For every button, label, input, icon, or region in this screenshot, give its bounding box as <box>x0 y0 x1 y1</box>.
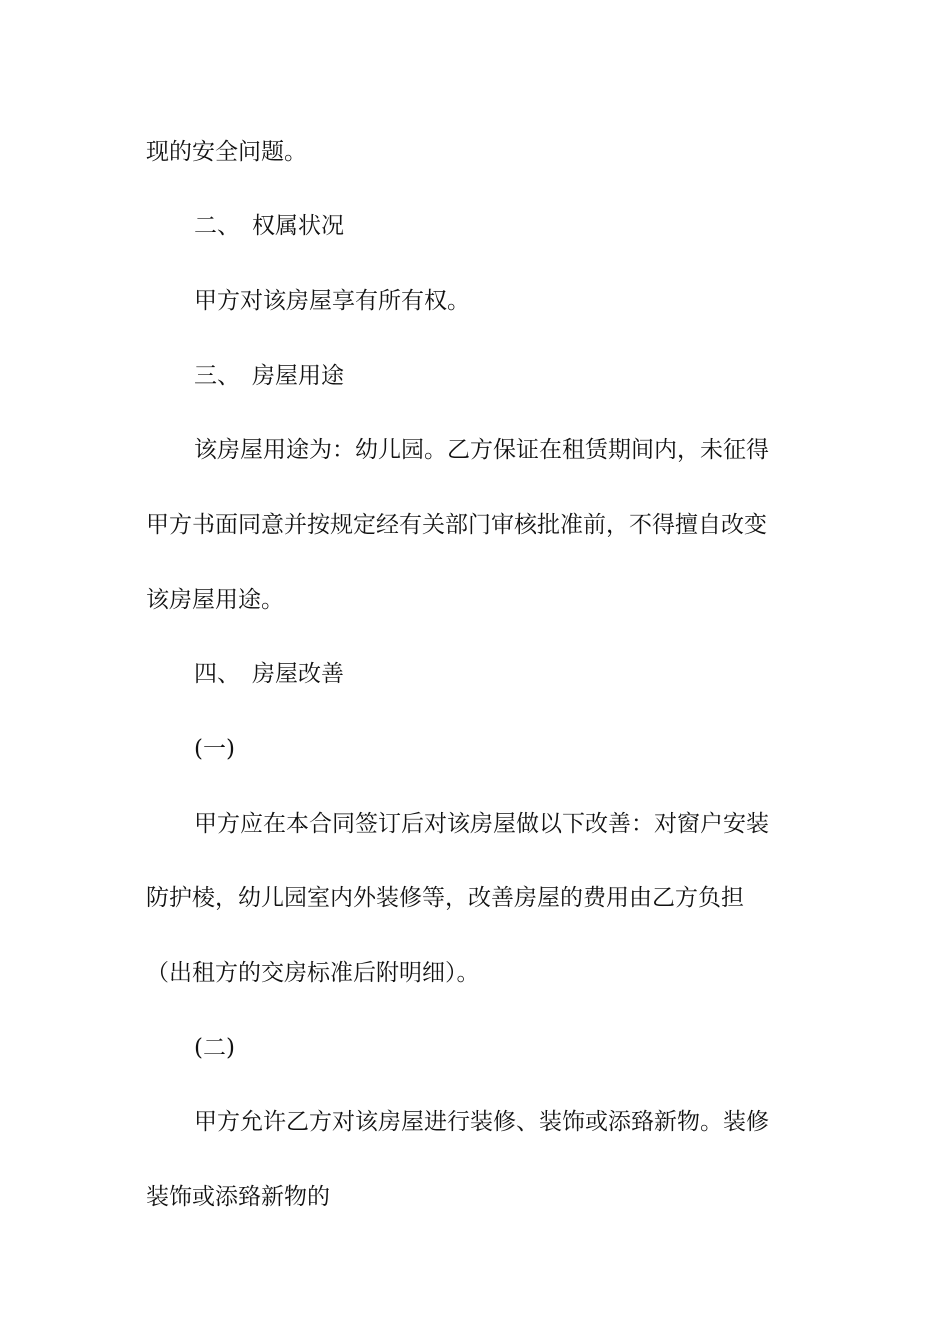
section-number: 四、 <box>194 661 240 687</box>
section-title: 房屋改善 <box>252 661 344 687</box>
text-line: 甲方对该房屋享有所有权。 <box>194 288 470 314</box>
section-heading-3 <box>194 360 874 392</box>
subsection-label: (一) <box>194 736 235 762</box>
text-line: 装饰或添臵新物的 <box>146 1184 330 1210</box>
text-line: 该房屋用途。 <box>146 587 284 613</box>
text-line: 甲方书面同意并按规定经有关部门审核批准前，不得擅自改变 <box>146 512 767 538</box>
section-heading-4 <box>194 658 874 690</box>
text-line: 该房屋用途为：幼儿园。乙方保证在租赁期间内，未征得 <box>194 437 769 463</box>
section-number: 三、 <box>194 363 240 389</box>
section-title: 房屋用途 <box>252 363 344 389</box>
subsection-label: (二) <box>194 1035 235 1061</box>
text-line: 防护棱，幼儿园室内外装修等，改善房屋的费用由乙方负担 <box>146 885 744 911</box>
section-heading-2 <box>194 210 874 242</box>
text-line: （出租方的交房标准后附明细）。 <box>146 960 480 986</box>
section-title: 权属状况 <box>252 213 344 239</box>
text-line: 现的安全问题。 <box>146 139 307 165</box>
section-number: 二、 <box>194 213 240 239</box>
text-line: 甲方允许乙方对该房屋进行装修、装饰或添臵新物。装修 <box>194 1109 769 1135</box>
text-line: 甲方应在本合同签订后对该房屋做以下改善：对窗户安装 <box>194 811 769 837</box>
